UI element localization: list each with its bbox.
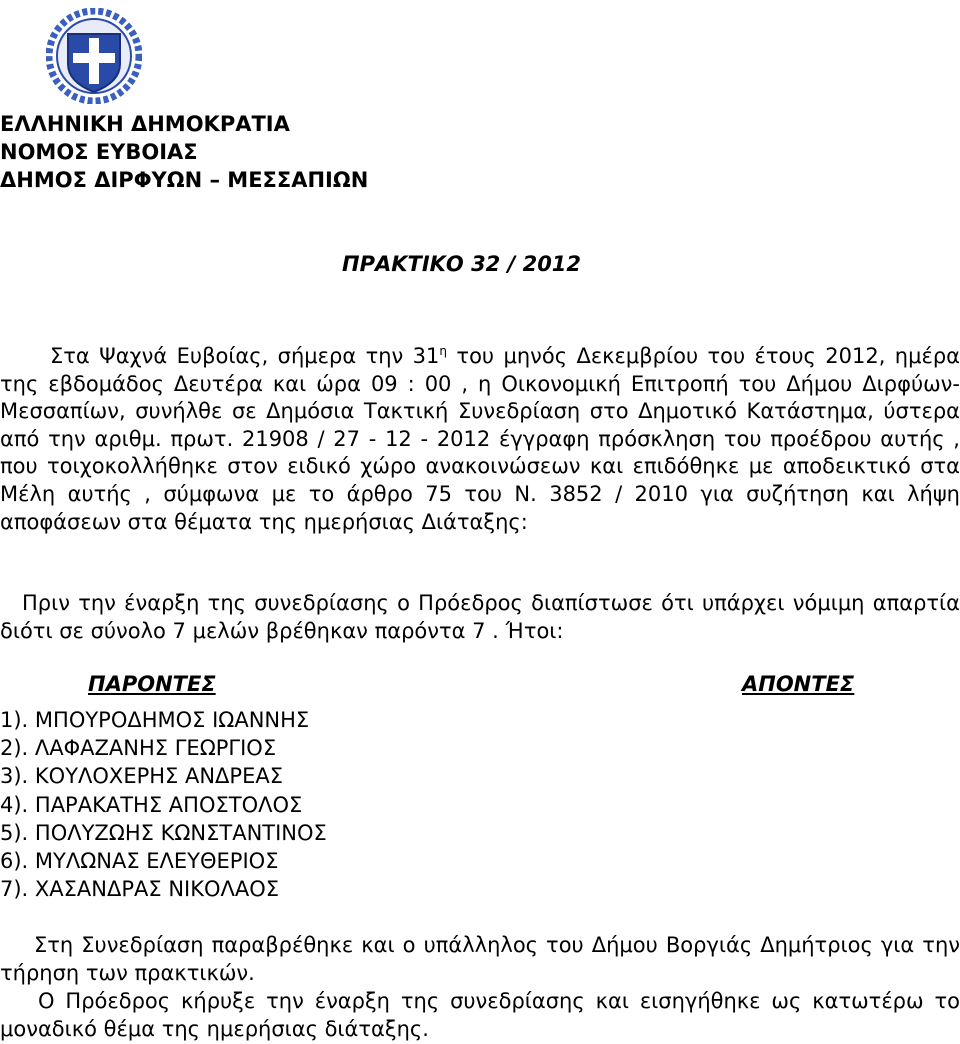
issuer-header [0,110,368,194]
present-heading: ΠΑΡΟΝΤΕΣ [88,672,216,696]
ordinal-superscript: η [439,344,448,358]
document-title: ΠΡΑΚΤΙΚΟ 32 / 2012 [342,252,582,276]
header-country: ΕΛΛΗΝΙΚΗ ΔΗΜΟΚΡΑΤΙΑ [0,112,290,136]
quorum-paragraph [0,590,960,645]
opening-declaration-paragraph [0,988,960,1043]
list-item: 1). ΜΠΟΥΡΟΔΗΜΟΣ ΙΩΑΝΝΗΣ [0,708,310,732]
header-municipality: ΔΗΜΟΣ ΔΙΡΦΥΩΝ – ΜΕΣΣΑΠΙΩΝ [0,168,369,192]
list-item: 3). ΚΟΥΛΟΧΕΡΗΣ ΑΝΔΡΕΑΣ [0,764,283,789]
opening-text-start: Στα Ψαχνά Ευβοίας, σήμερα την 31 [50,344,440,368]
absent-heading: ΑΠΟΝΤΕΣ [742,672,855,696]
list-item: 5). ΠΟΛΥΖΩΗΣ ΚΩΝΣΤΑΝΤΙΝΟΣ [0,820,327,845]
opening-paragraph [0,338,960,536]
quorum-text: Πριν την έναρξη της συνεδρίασης ο Πρόεδρος διαπίστωσε ότι υπάρχει νόμιμη απαρτία διότι σε σύνολο 7 μελών βρέθηκαν παρόντα 7 . Ήτοι: [0,591,960,643]
list-item: 7). ΧΑΣΑΝΔΡΑΣ ΝΙΚΟΛΑΟΣ [0,877,280,902]
list-item: 4). ΠΑΡΑΚΑΤΗΣ ΑΠΟΣΤΟΛΟΣ [0,792,303,817]
clerk-text: Στη Συνεδρίαση παραβρέθηκε και ο υπάλληλος του Δήμου Βοργιάς Δημήτριος για την τήρηση των πρακτικών. [0,933,960,985]
present-members-list [0,706,327,903]
header-prefecture: ΝΟΜΟΣ ΕΥΒΟΙΑΣ [0,140,198,164]
list-item: 6). ΜΥΛΩΝΑΣ ΕΛΕΥΘΕΡΙΟΣ [0,849,279,874]
opening-text-rest: του μηνός Δεκεμβρίου του έτους 2012, ημέρα της εβδομάδος Δευτέρα και ώρα 09 : 00 , η Οικονομική Επιτροπή του Δήμου Διρφύων-Μεσσαπίων, συνήλθε σε Δημόσια Τακτική Συνεδρίαση στο Δημοτικό Κατάστημα, ύστερα από την αριθμ. πρωτ. 21908 / 27 - 12 - 2012 έγγραφη πρόσκληση του προέδρου αυτής , που τοιχοκολλήθηκε στον ειδικό χώρο ανακοινώσεων και επιδόθηκε με αποδεικτικό στα Μέλη αυτής , σύμφωνα με το άρθρο 75 του Ν. 3852 / 2010 για συζήτηση και λήψη αποφάσεων στα θέματα της ημερήσιας Διάταξης: [0,344,960,534]
declaration-text: Ο Πρόεδρος κήρυξε την έναρξη της συνεδρίασης και εισηγήθηκε ως κατωτέρω το μοναδικό θέμα της ημερήσιας διάταξης. [0,989,960,1041]
greek-coat-of-arms-icon [46,8,142,104]
clerk-paragraph [0,932,960,987]
list-item: 2). ΛΑΦΑΖΑΝΗΣ ΓΕΩΡΓΙΟΣ [0,736,277,761]
